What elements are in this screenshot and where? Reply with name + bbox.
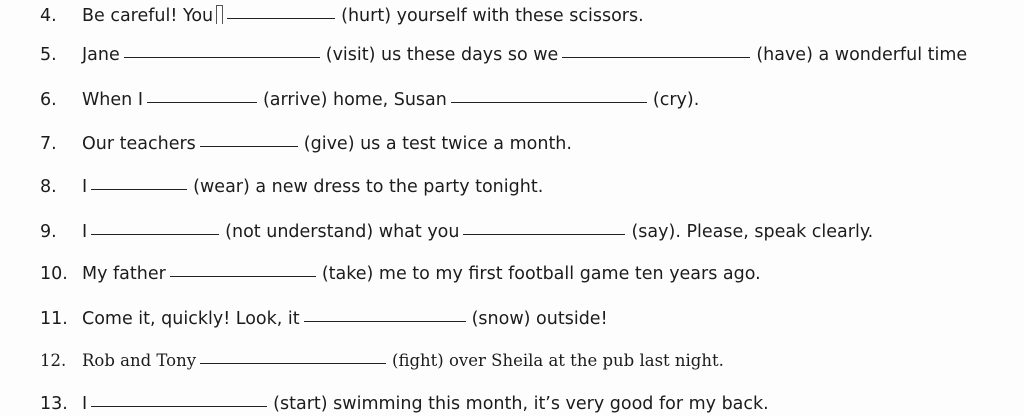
answer-blank[interactable]: [304, 319, 466, 322]
exercise-number: 11.: [40, 309, 68, 329]
exercise-number: 5.: [40, 45, 57, 65]
answer-blank[interactable]: [91, 187, 187, 190]
answer-blank[interactable]: [562, 55, 750, 58]
answer-blank[interactable]: [91, 404, 267, 407]
answer-blank[interactable]: [200, 361, 386, 364]
exercise-text: Our teachers: [82, 134, 196, 154]
exercise-number: 6.: [40, 90, 57, 110]
exercise-text: Rob and Tony: [82, 351, 197, 370]
exercise-text: (cry).: [652, 90, 700, 110]
exercise-text: When I: [82, 90, 143, 110]
exercise-number: 7.: [40, 134, 57, 154]
answer-blank[interactable]: [91, 232, 219, 235]
exercise-text: (start) swimming this month, it’s very good for my back.: [273, 394, 769, 414]
exercise-text: (take) me to my first football game ten years ago.: [321, 264, 761, 284]
exercise-text: I: [82, 394, 88, 414]
exercise-text: (say). Please, speak clearly.: [631, 222, 874, 242]
exercise-12: [40, 350, 724, 372]
exercise-text: Be careful! You: [82, 6, 214, 26]
exercise-13: [40, 393, 769, 415]
answer-blank[interactable]: [124, 55, 320, 58]
exercise-8: [40, 176, 543, 198]
exercise-text: (not understand) what you: [225, 222, 460, 242]
exercise-4: [40, 2, 644, 27]
exercise-5: [40, 44, 967, 66]
exercise-text: (arrive) home, Susan: [262, 90, 447, 110]
answer-blank[interactable]: [147, 100, 257, 103]
answer-blank[interactable]: [451, 100, 647, 103]
exercise-text: (snow) outside!: [471, 309, 608, 329]
exercise-text: (fight) over Sheila at the pub last night.: [392, 351, 724, 370]
exercise-number: 9.: [40, 222, 57, 242]
exercise-11: [40, 308, 608, 330]
exercise-text: Come it, quickly! Look, it: [82, 309, 300, 329]
exercise-text: (give) us a test twice a month.: [303, 134, 572, 154]
exercise-text: (hurt) yourself with these scissors.: [341, 6, 644, 26]
exercise-number: 4.: [40, 6, 57, 26]
exercise-text: Jane: [82, 45, 120, 65]
answer-blank[interactable]: [170, 274, 316, 277]
exercise-number: 12.: [40, 351, 67, 370]
exercise-number: 13.: [40, 394, 68, 414]
answer-blank[interactable]: [227, 16, 335, 19]
exercise-10: [40, 263, 761, 285]
exercise-7: [40, 133, 572, 155]
exercise-text: (wear) a new dress to the party tonight.: [193, 177, 544, 197]
answer-blank[interactable]: [200, 144, 298, 147]
exercise-number: 8.: [40, 177, 57, 197]
exercise-text: My father: [82, 264, 166, 284]
answer-blank[interactable]: [463, 232, 625, 235]
text-cursor-icon: [216, 5, 223, 24]
exercise-text: I: [82, 222, 88, 242]
exercise-9: [40, 221, 873, 243]
exercise-6: [40, 89, 699, 111]
exercise-number: 10.: [40, 264, 68, 284]
exercise-text: (have) a wonderful time: [756, 45, 968, 65]
exercise-text: (visit) us these days so we: [325, 45, 559, 65]
exercise-text: I: [82, 177, 88, 197]
